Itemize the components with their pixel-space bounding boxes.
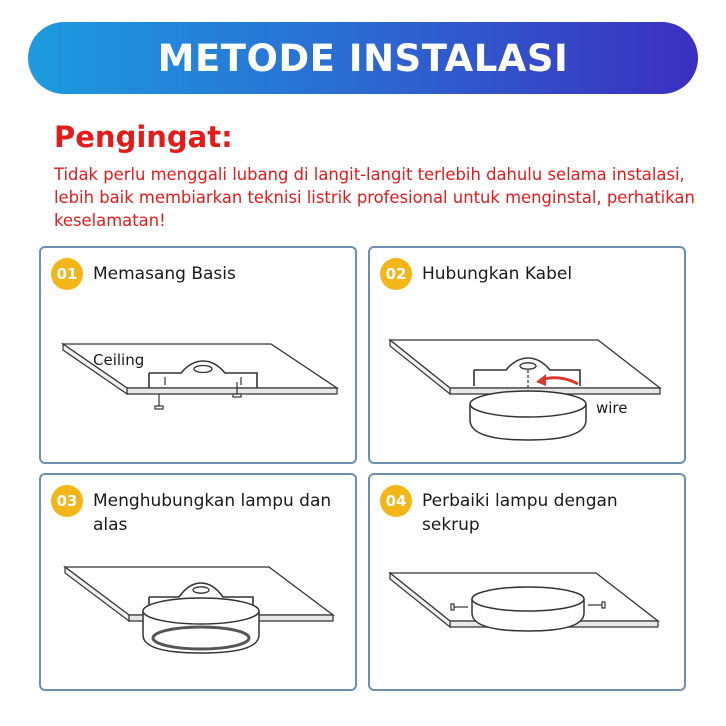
ceiling-label: Ceiling [93,351,145,369]
step-title: Menghubungkan lampu dan alas [93,491,332,535]
step-card-4 [368,473,686,691]
step-card-1 [39,246,357,464]
step-title: Memasang Basis [93,264,236,284]
step-number-badge: 04 [380,485,412,517]
step-card-2 [368,246,686,464]
fix-with-screws-illustration [370,475,684,689]
step-number-badge: 02 [380,258,412,290]
step-card-3 [39,473,357,691]
step-number-badge: 01 [51,258,83,290]
wire-connection-illustration [370,248,684,462]
step-title: Hubungkan Kabel [422,264,573,284]
reminder-title: Pengingat: [54,120,233,154]
wire-label: wire [596,399,628,417]
lamp-to-base-illustration [41,475,355,689]
page-title: METODE INSTALASI [157,36,569,80]
reminder-text: Tidak perlu menggali lubang di langit-langit terlebih dahulu selama instalasi, lebih baik membiarkan teknisi listrik profesional untuk menginstal, perhatikan keselamatan! [54,165,695,230]
step-number-badge: 03 [51,485,83,517]
header-banner [28,22,698,94]
step-title: Perbaiki lampu dengan sekrup [422,491,618,535]
ceiling-base-illustration [41,248,355,462]
